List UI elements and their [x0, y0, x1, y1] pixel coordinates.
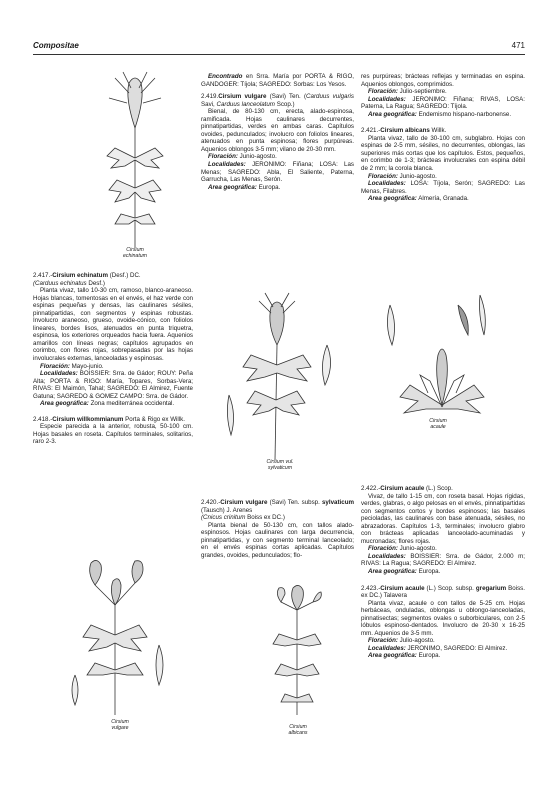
species-2418: 2.418.-Cirsium willkommianum Porta & Rigo ex Willk.: [33, 415, 185, 423]
illustration-cirsium-acaule: [380, 285, 505, 425]
species-2422: 2.422.-Cirsium acaule (L.) Scop.: [361, 485, 453, 492]
column-2-middle: 2.420.-Cirsium vulgare (Savi) Ten. subsp. sylvaticum (Tausch) J. Arenes (Cnicus crinitum Boiss ex DC.) Planta bienal de 50-130 cm, con tallos alado-espinosos. Hojas caulinares con larga decurrencia, pinnatipartidas, y con segmento terminal lanceolado; en el envés espinas cortas aplicadas. Capítulos grandes, ovoides, pedunculados; flo-: [201, 499, 354, 559]
species-2423: 2.423.-Cirsium acaule (L.) Scop. subsp. gregarium Boiss. ex DC.) Talavera: [361, 584, 525, 600]
species-2417: 2.417.-Cirsium echinatum (Desf.) DC.: [33, 272, 141, 279]
caption-cirsium-vulgare: Cirsium vulgare: [111, 719, 129, 731]
column-3-top: res purpúreas; brácteas reflejas y terminadas en espina. Aquenios oblongos, comprimidos. Floración: Julio-septiembre. Localidades: JERONIMO: Fiñana; RIVAS, LOSA: Paterna, La Ragua; SAGREDO: Tíjola. Area geográfica: Endemismo hispano-narbonense. 2.421.-Cirsium albicans Willk. Planta vivaz, tallo de 30-100 cm, subglabro. Hojas con espinas de 2-5 mm, sésiles, no decurrentes, oblongas, las superiores más cortas que los capítulos. Estos, pequeños, en corimbo de 1-3; brácteas involucrales con espina débil de 2 mm; la corola blanca. Floración: Junio-agosto. Localidades: LOSA: Tíjola, Serón; SAGREDO: Las Menas, Filabres. Area geográfica: Almería, Granada.: [361, 73, 525, 203]
species-2421: 2.421.-Cirsium albicans Willk.: [361, 127, 447, 135]
running-header: [33, 41, 525, 53]
species-2420: 2.420.-Cirsium vulgare (Savi) Ten. subsp. sylvaticum (Tausch) J. Arenes: [201, 499, 354, 514]
header-rule: [33, 54, 525, 55]
section-title: Compositae: [33, 41, 79, 50]
species-2419: 2.419.Cirsium vulgare (Savi) Ten. (Carduus vulgaris Savi, Carduus lanceolatum Scop.): [201, 93, 354, 108]
column-2-top: Encontrado en Srra. María por PORTA & RIGO, GANDOGER: Tíjola; SAGREDO: Sorbas: Los Yesos. 2.419.Cirsium vulgare (Savi) Ten. (Carduus vulgaris Savi, Carduus lanceolatum Scop.) Bienal, de 80-130 cm, erecta, alado-espinosa, ramificada. Hojas caulinares decurrentes, pinnatipartidas, verdes en ambas caras. Capítulos ovoides, pedunculados; involucro con foliolos lineares, atenuados en punta espinosa; flores purpúreas. Aquenios oblongos 3-5 mm; vilano de 20-30 mm. Floración: Junio-agosto. Localidades: JERONIMO: Fiñana; LOSA: Las Menas; SAGREDO: Abla, El Saliente, Paterna, Garrucha, Las Menas, Serón. Area geográfica: Europa.: [201, 73, 354, 191]
illustration-cirsium-echinatum: [85, 68, 185, 253]
column-1-middle: 2.417.-Cirsium echinatum (Desf.) DC. (Carduus echinatus Desf.) Planta vivaz, tallo 10-30 cm, ramoso, blanco-araneoso. Hojas blancas, tomentosas en el envés, el haz verde con espinas pequeñas y densas, las caulinares sésiles, pinnatipartidas, con segmentos y espinas robustas. Involucro araneoso, grueso, ovoide-cónico, con foliolos lineares, bordes lisos, atenuados en punta triquetra, espinosa, los exteriores orqueados hacia fuera. Aquenios amarillos con líneas negras; capítulos agrupados en corimbo, con flores rojas, sobrepasadas por las hojas involucrales externas, lanceoladas y espinosas. Floración: Mayo-junio. Localidades: BOISSIER: Srra. de Gádor; ROUY: Peña Alta; PORTA & RIGO: María, Topares, Sorbas-Vera; RIVAS: El Maimón, Tahal; SAGREDO: El Almirez, Fuente Gatuna; SAGREDO & GOMEZ CAMPO: Srra. de Gádor. Area geográfica: Zona mediterránea occidental. 2.418.-Cirsium willkommianum Porta & Rigo ex Willk. Especie parecida a la anterior, robusta, 50-100 cm. Hojas basales en roseta. Capítulos terminales, solitarios, raro 2-3.: [33, 272, 193, 446]
caption-cirsium-echinatum: Cirsium echinatum: [123, 247, 147, 259]
page-number: 471: [511, 41, 525, 50]
illustration-cirsium-sylvaticum: [215, 285, 350, 465]
caption-cirsium-sylvaticum: Cirsium vul. sylvaticum: [266, 459, 294, 471]
caption-cirsium-albicans: Cirsium albicans: [288, 724, 308, 736]
illustration-cirsium-vulgare: [55, 555, 185, 720]
illustration-cirsium-albicans: [255, 580, 340, 720]
caption-cirsium-acaule: Cirsium acaule: [429, 418, 447, 430]
column-3-middle: 2.422.-Cirsium acaule (L.) Scop. Vivaz, de tallo 1-15 cm, con roseta basal. Hojas rígidas, verdes, glabras, o algo pelosas en el envés, pinnatipartidas con segmentos cortos y bordes espinosos; las basales pecioladas, las caulinares con base atenuada, sésiles, no abrazadoras. Capítulos 1-3, terminales; involucro glabro con brácteas aplicadas lanceolado-acuminadas y mucronadas; flores rojas. Floración: Junio-agosto. Localidades: BOISSIER: Srra. de Gádor, 2.000 m; RIVAS: La Ragua; SAGREDO: El Almirez. Area geográfica: Europa. 2.423.-Cirsium acaule (L.) Scop. subsp. gregarium Boiss. ex DC.) Talavera Planta vivaz, acaule o con tallos de 5-25 cm. Hojas herbáceas, onduladas, oblongas u oblongo-lanceoladas, pinnatisectas; segmentos ovales o suborbiculares, con 2-5 lóbulos espinoso-dentados. Involucro de 20-30 x 16-25 mm. Aquenios de 3-5 mm. Floración: Julio-agosto. Localidades: JERONIMO, SAGREDO: El Almirez. Area geográfica: Europa.: [361, 485, 525, 660]
